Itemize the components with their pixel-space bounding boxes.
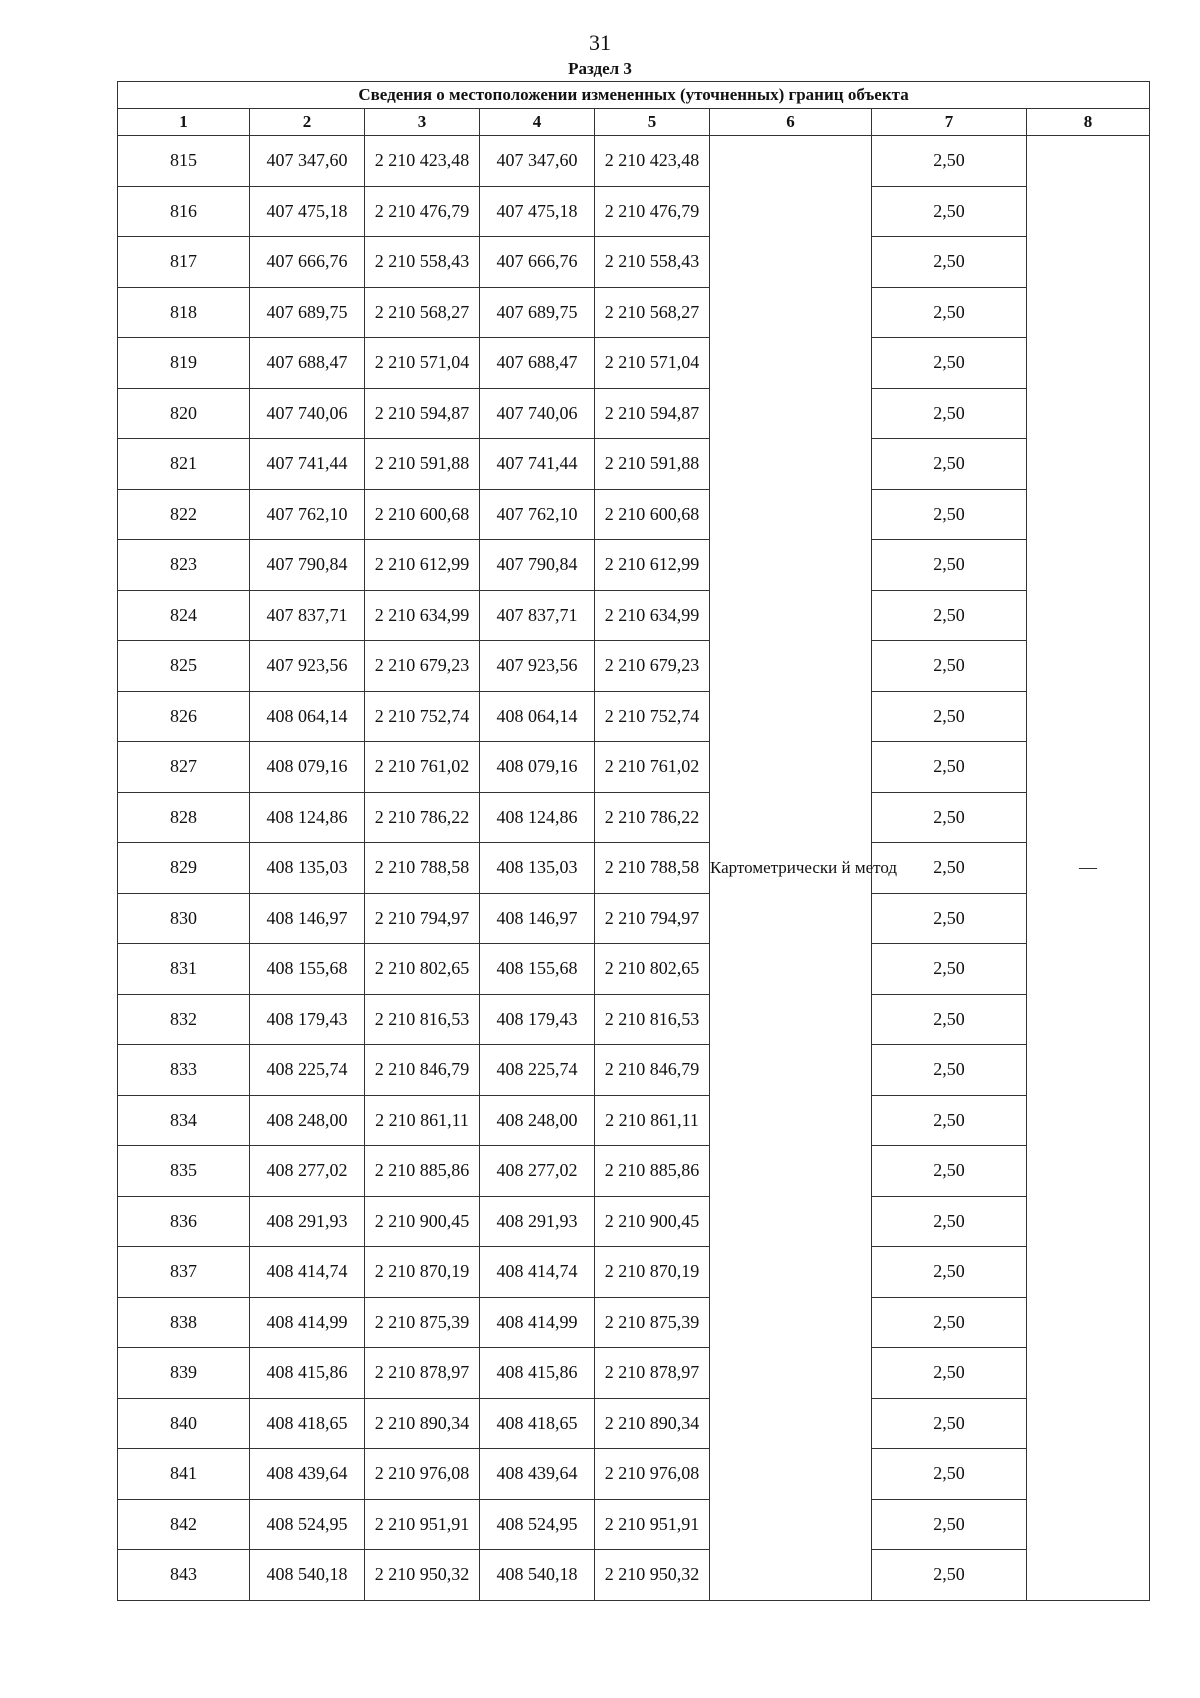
table-row — [118, 641, 1150, 692]
cell-point: 824 — [118, 590, 250, 641]
cell-y2: 2 210 679,23 — [595, 641, 710, 692]
cell-y1: 2 210 870,19 — [365, 1247, 480, 1298]
cell-x1: 408 146,97 — [250, 893, 365, 944]
cell-point: 821 — [118, 439, 250, 490]
column-number: 1 — [118, 109, 250, 136]
cell-point: 840 — [118, 1398, 250, 1449]
cell-y2: 2 210 423,48 — [595, 136, 710, 187]
cell-y2: 2 210 951,91 — [595, 1499, 710, 1550]
cell-accuracy: 2,50 — [872, 338, 1027, 389]
cell-y2: 2 210 600,68 — [595, 489, 710, 540]
cell-accuracy: 2,50 — [872, 287, 1027, 338]
cell-point: 837 — [118, 1247, 250, 1298]
cell-y2: 2 210 870,19 — [595, 1247, 710, 1298]
cell-x2: 408 524,95 — [480, 1499, 595, 1550]
cell-x1: 407 837,71 — [250, 590, 365, 641]
table-row — [118, 540, 1150, 591]
cell-x2: 408 064,14 — [480, 691, 595, 742]
cell-y2: 2 210 761,02 — [595, 742, 710, 793]
section-title: Раздел 3 — [568, 59, 632, 78]
column-number: 5 — [595, 109, 710, 136]
cell-x1: 408 277,02 — [250, 1146, 365, 1197]
cell-accuracy: 2,50 — [872, 1550, 1027, 1601]
cell-y1: 2 210 752,74 — [365, 691, 480, 742]
cell-x1: 408 540,18 — [250, 1550, 365, 1601]
table-row — [118, 1146, 1150, 1197]
cell-y1: 2 210 816,53 — [365, 994, 480, 1045]
cell-y1: 2 210 875,39 — [365, 1297, 480, 1348]
table-caption-row — [118, 82, 1150, 109]
cell-accuracy: 2,50 — [872, 1297, 1027, 1348]
cell-x1: 407 666,76 — [250, 237, 365, 288]
cell-point: 827 — [118, 742, 250, 793]
cell-point: 829 — [118, 843, 250, 894]
cell-accuracy: 2,50 — [872, 1045, 1027, 1096]
cell-accuracy: 2,50 — [872, 1499, 1027, 1550]
cell-y1: 2 210 558,43 — [365, 237, 480, 288]
cell-x2: 408 414,74 — [480, 1247, 595, 1298]
cell-y1: 2 210 885,86 — [365, 1146, 480, 1197]
cell-y1: 2 210 900,45 — [365, 1196, 480, 1247]
cell-y2: 2 210 594,87 — [595, 388, 710, 439]
cell-x2: 408 155,68 — [480, 944, 595, 995]
table-row — [118, 1247, 1150, 1298]
cell-method: Картометрически й метод — [710, 136, 872, 1601]
cell-y2: 2 210 612,99 — [595, 540, 710, 591]
cell-y2: 2 210 861,11 — [595, 1095, 710, 1146]
cell-point: 834 — [118, 1095, 250, 1146]
cell-accuracy: 2,50 — [872, 994, 1027, 1045]
cell-accuracy: 2,50 — [872, 1095, 1027, 1146]
table-row — [118, 1348, 1150, 1399]
cell-x1: 407 762,10 — [250, 489, 365, 540]
cell-x2: 408 415,86 — [480, 1348, 595, 1399]
cell-y1: 2 210 786,22 — [365, 792, 480, 843]
table-row — [118, 388, 1150, 439]
cell-x2: 407 741,44 — [480, 439, 595, 490]
cell-accuracy: 2,50 — [872, 237, 1027, 288]
cell-y1: 2 210 976,08 — [365, 1449, 480, 1500]
cell-accuracy: 2,50 — [872, 1196, 1027, 1247]
cell-x2: 407 762,10 — [480, 489, 595, 540]
cell-accuracy: 2,50 — [872, 186, 1027, 237]
cell-y2: 2 210 846,79 — [595, 1045, 710, 1096]
cell-accuracy: 2,50 — [872, 439, 1027, 490]
table-row — [118, 1550, 1150, 1601]
cell-y1: 2 210 600,68 — [365, 489, 480, 540]
cell-x2: 408 225,74 — [480, 1045, 595, 1096]
cell-y2: 2 210 788,58 — [595, 843, 710, 894]
cell-point: 817 — [118, 237, 250, 288]
cell-point: 830 — [118, 893, 250, 944]
cell-y2: 2 210 885,86 — [595, 1146, 710, 1197]
table-row — [118, 439, 1150, 490]
table-row — [118, 893, 1150, 944]
table-caption: Сведения о местоположении измененных (уточненных) границ объекта — [118, 82, 1150, 109]
cell-point: 820 — [118, 388, 250, 439]
cell-point: 832 — [118, 994, 250, 1045]
cell-y2: 2 210 794,97 — [595, 893, 710, 944]
cell-x2: 408 418,65 — [480, 1398, 595, 1449]
cell-x1: 407 790,84 — [250, 540, 365, 591]
cell-y1: 2 210 794,97 — [365, 893, 480, 944]
table-row — [118, 944, 1150, 995]
cell-point: 831 — [118, 944, 250, 995]
cell-x1: 408 414,74 — [250, 1247, 365, 1298]
cell-accuracy: 2,50 — [872, 1449, 1027, 1500]
cell-accuracy: 2,50 — [872, 641, 1027, 692]
cell-point: 826 — [118, 691, 250, 742]
cell-x1: 407 688,47 — [250, 338, 365, 389]
cell-point: 839 — [118, 1348, 250, 1399]
cell-x1: 408 155,68 — [250, 944, 365, 995]
cell-x2: 407 837,71 — [480, 590, 595, 641]
table-row — [118, 792, 1150, 843]
cell-x1: 408 291,93 — [250, 1196, 365, 1247]
cell-point: 819 — [118, 338, 250, 389]
cell-x2: 408 414,99 — [480, 1297, 595, 1348]
cell-accuracy: 2,50 — [872, 388, 1027, 439]
column-number-row — [118, 109, 1150, 136]
cell-accuracy: 2,50 — [872, 944, 1027, 995]
cell-accuracy: 2,50 — [872, 590, 1027, 641]
cell-x2: 407 790,84 — [480, 540, 595, 591]
cell-point: 841 — [118, 1449, 250, 1500]
cell-y2: 2 210 976,08 — [595, 1449, 710, 1500]
cell-x2: 407 923,56 — [480, 641, 595, 692]
boundary-coordinates-table — [117, 81, 1150, 1601]
cell-y2: 2 210 890,34 — [595, 1398, 710, 1449]
cell-y1: 2 210 568,27 — [365, 287, 480, 338]
cell-y2: 2 210 634,99 — [595, 590, 710, 641]
cell-point: 828 — [118, 792, 250, 843]
cell-point: 842 — [118, 1499, 250, 1550]
cell-accuracy: 2,50 — [872, 893, 1027, 944]
table-row — [118, 1499, 1150, 1550]
cell-y2: 2 210 802,65 — [595, 944, 710, 995]
page-number: 31 — [589, 30, 611, 55]
column-number: 3 — [365, 109, 480, 136]
cell-y1: 2 210 594,87 — [365, 388, 480, 439]
cell-x2: 408 179,43 — [480, 994, 595, 1045]
cell-x1: 407 475,18 — [250, 186, 365, 237]
column-number: 4 — [480, 109, 595, 136]
cell-point: 843 — [118, 1550, 250, 1601]
cell-y1: 2 210 634,99 — [365, 590, 480, 641]
cell-x1: 408 079,16 — [250, 742, 365, 793]
cell-point: 823 — [118, 540, 250, 591]
cell-x1: 408 179,43 — [250, 994, 365, 1045]
cell-x2: 408 124,86 — [480, 792, 595, 843]
cell-point: 815 — [118, 136, 250, 187]
cell-x1: 407 347,60 — [250, 136, 365, 187]
cell-x1: 407 689,75 — [250, 287, 365, 338]
cell-accuracy: 2,50 — [872, 136, 1027, 187]
cell-point: 816 — [118, 186, 250, 237]
cell-y1: 2 210 476,79 — [365, 186, 480, 237]
cell-y1: 2 210 861,11 — [365, 1095, 480, 1146]
table-row — [118, 1297, 1150, 1348]
table-row — [118, 994, 1150, 1045]
cell-y1: 2 210 423,48 — [365, 136, 480, 187]
cell-y1: 2 210 761,02 — [365, 742, 480, 793]
cell-x2: 408 277,02 — [480, 1146, 595, 1197]
cell-y1: 2 210 612,99 — [365, 540, 480, 591]
cell-point: 818 — [118, 287, 250, 338]
cell-y1: 2 210 890,34 — [365, 1398, 480, 1449]
cell-y1: 2 210 571,04 — [365, 338, 480, 389]
table-row — [118, 1095, 1150, 1146]
table-row — [118, 1196, 1150, 1247]
cell-y2: 2 210 950,32 — [595, 1550, 710, 1601]
cell-y1: 2 210 788,58 — [365, 843, 480, 894]
cell-x2: 408 135,03 — [480, 843, 595, 894]
column-number: 8 — [1027, 109, 1150, 136]
cell-x2: 408 146,97 — [480, 893, 595, 944]
table-row — [118, 742, 1150, 793]
cell-x2: 408 540,18 — [480, 1550, 595, 1601]
cell-x2: 407 666,76 — [480, 237, 595, 288]
table-row — [118, 237, 1150, 288]
cell-y2: 2 210 591,88 — [595, 439, 710, 490]
cell-x1: 407 740,06 — [250, 388, 365, 439]
cell-x2: 408 079,16 — [480, 742, 595, 793]
table-row — [118, 843, 1150, 894]
table-row — [118, 338, 1150, 389]
cell-x1: 408 414,99 — [250, 1297, 365, 1348]
cell-note: — — [1027, 136, 1150, 1601]
cell-point: 836 — [118, 1196, 250, 1247]
table-row — [118, 186, 1150, 237]
cell-x1: 408 415,86 — [250, 1348, 365, 1399]
cell-point: 835 — [118, 1146, 250, 1197]
table-row — [118, 136, 1150, 187]
cell-x2: 408 439,64 — [480, 1449, 595, 1500]
cell-x1: 408 248,00 — [250, 1095, 365, 1146]
cell-accuracy: 2,50 — [872, 742, 1027, 793]
table-row — [118, 1449, 1150, 1500]
cell-x1: 408 524,95 — [250, 1499, 365, 1550]
column-number: 2 — [250, 109, 365, 136]
cell-y2: 2 210 752,74 — [595, 691, 710, 742]
cell-y1: 2 210 951,91 — [365, 1499, 480, 1550]
cell-accuracy: 2,50 — [872, 1146, 1027, 1197]
cell-x1: 407 741,44 — [250, 439, 365, 490]
cell-x1: 408 135,03 — [250, 843, 365, 894]
cell-y2: 2 210 875,39 — [595, 1297, 710, 1348]
cell-y1: 2 210 846,79 — [365, 1045, 480, 1096]
cell-x2: 407 689,75 — [480, 287, 595, 338]
cell-accuracy: 2,50 — [872, 843, 1027, 894]
cell-accuracy: 2,50 — [872, 1398, 1027, 1449]
cell-y1: 2 210 591,88 — [365, 439, 480, 490]
cell-accuracy: 2,50 — [872, 1247, 1027, 1298]
cell-y2: 2 210 571,04 — [595, 338, 710, 389]
table-row — [118, 287, 1150, 338]
cell-accuracy: 2,50 — [872, 792, 1027, 843]
cell-x1: 407 923,56 — [250, 641, 365, 692]
table-row — [118, 590, 1150, 641]
table-row — [118, 691, 1150, 742]
cell-point: 822 — [118, 489, 250, 540]
cell-x1: 408 439,64 — [250, 1449, 365, 1500]
cell-y2: 2 210 816,53 — [595, 994, 710, 1045]
cell-point: 838 — [118, 1297, 250, 1348]
cell-x1: 408 225,74 — [250, 1045, 365, 1096]
cell-y2: 2 210 878,97 — [595, 1348, 710, 1399]
cell-x2: 408 291,93 — [480, 1196, 595, 1247]
cell-x2: 407 347,60 — [480, 136, 595, 187]
cell-y2: 2 210 568,27 — [595, 287, 710, 338]
cell-accuracy: 2,50 — [872, 540, 1027, 591]
cell-y1: 2 210 878,97 — [365, 1348, 480, 1399]
cell-y2: 2 210 786,22 — [595, 792, 710, 843]
cell-accuracy: 2,50 — [872, 691, 1027, 742]
cell-x1: 408 064,14 — [250, 691, 365, 742]
table-row — [118, 1398, 1150, 1449]
cell-y2: 2 210 558,43 — [595, 237, 710, 288]
cell-y2: 2 210 900,45 — [595, 1196, 710, 1247]
cell-y2: 2 210 476,79 — [595, 186, 710, 237]
table-body — [118, 82, 1150, 1601]
cell-x1: 408 418,65 — [250, 1398, 365, 1449]
cell-y1: 2 210 802,65 — [365, 944, 480, 995]
cell-x2: 407 475,18 — [480, 186, 595, 237]
cell-x2: 407 740,06 — [480, 388, 595, 439]
cell-y1: 2 210 679,23 — [365, 641, 480, 692]
cell-x1: 408 124,86 — [250, 792, 365, 843]
cell-x2: 408 248,00 — [480, 1095, 595, 1146]
cell-x2: 407 688,47 — [480, 338, 595, 389]
table-row — [118, 489, 1150, 540]
cell-point: 833 — [118, 1045, 250, 1096]
cell-accuracy: 2,50 — [872, 489, 1027, 540]
column-number: 7 — [872, 109, 1027, 136]
column-number: 6 — [710, 109, 872, 136]
cell-accuracy: 2,50 — [872, 1348, 1027, 1399]
table-row — [118, 1045, 1150, 1096]
cell-y1: 2 210 950,32 — [365, 1550, 480, 1601]
cell-point: 825 — [118, 641, 250, 692]
